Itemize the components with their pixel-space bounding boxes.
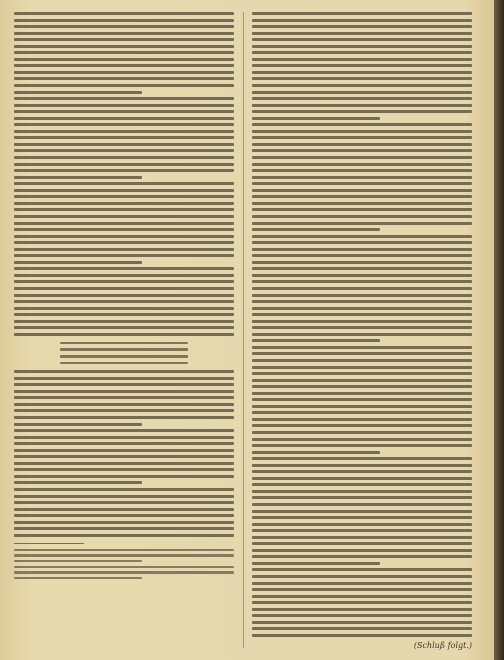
text-line-placeholder (14, 571, 234, 573)
text-line-placeholder (14, 514, 234, 517)
text-line-placeholder (252, 104, 472, 107)
text-line-placeholder (252, 91, 472, 94)
text-line-placeholder (14, 156, 234, 159)
text-line-placeholder (14, 91, 142, 94)
text-line-placeholder (14, 455, 234, 458)
text-line-placeholder (14, 123, 234, 126)
text-line-placeholder (14, 429, 234, 432)
text-line-placeholder (252, 457, 472, 460)
text-line-placeholder (252, 575, 472, 578)
text-line-placeholder (252, 601, 472, 604)
text-line-placeholder (14, 45, 234, 48)
text-line-placeholder (252, 248, 472, 251)
text-line-placeholder (252, 431, 472, 434)
text-line-placeholder (14, 215, 234, 218)
text-line-placeholder (14, 110, 234, 113)
text-line-placeholder (252, 424, 472, 427)
text-line-placeholder (252, 25, 472, 28)
text-line-placeholder (14, 228, 234, 231)
text-line-placeholder (252, 38, 472, 41)
text-line-placeholder (252, 523, 472, 526)
text-line-placeholder (252, 621, 472, 624)
text-line-placeholder (252, 215, 472, 218)
verse-quatrain (60, 342, 188, 364)
text-line-placeholder (252, 235, 472, 238)
page-edge-shadow (494, 0, 504, 660)
text-line-placeholder (252, 222, 472, 225)
text-line-placeholder (14, 370, 234, 373)
text-line-placeholder (252, 477, 472, 480)
text-line-placeholder (14, 25, 234, 28)
footnote-rule (14, 543, 84, 544)
text-line-placeholder (14, 12, 234, 15)
text-line-placeholder (14, 475, 234, 478)
text-line-placeholder (14, 77, 234, 80)
text-line-placeholder (14, 51, 234, 54)
text-line-placeholder (252, 110, 472, 113)
text-line-placeholder (14, 189, 234, 192)
text-line-placeholder (252, 64, 472, 67)
text-line-placeholder (252, 136, 472, 139)
text-line-placeholder (14, 241, 234, 244)
text-line-placeholder (252, 555, 472, 558)
text-line-placeholder (14, 560, 142, 562)
text-line-placeholder (14, 423, 142, 426)
text-line-placeholder (252, 379, 472, 382)
text-line-placeholder (14, 313, 234, 316)
text-line-placeholder (14, 326, 234, 329)
text-line-placeholder (252, 45, 472, 48)
text-line-placeholder (14, 143, 234, 146)
text-line-placeholder (252, 143, 472, 146)
text-line-placeholder (14, 208, 234, 211)
text-line-placeholder (14, 248, 234, 251)
text-line-placeholder (14, 280, 234, 283)
text-line-placeholder (252, 614, 472, 617)
text-line-placeholder (252, 156, 472, 159)
text-line-placeholder (14, 97, 234, 100)
text-line-placeholder (14, 416, 234, 419)
text-line-placeholder (252, 588, 472, 591)
text-line-placeholder (14, 104, 234, 107)
text-line-placeholder (252, 320, 472, 323)
text-line-placeholder (252, 490, 472, 493)
text-line-placeholder (252, 267, 472, 270)
text-line-placeholder (14, 195, 234, 198)
text-line-placeholder (252, 182, 472, 185)
text-line-placeholder (252, 418, 472, 421)
text-line-placeholder (14, 202, 234, 205)
text-line-placeholder (14, 19, 234, 22)
text-line-placeholder (14, 300, 234, 303)
text-line-placeholder (14, 149, 234, 152)
text-line-placeholder (252, 346, 472, 349)
text-line-placeholder (14, 383, 234, 386)
text-line-placeholder (14, 84, 234, 87)
text-line-placeholder (252, 58, 472, 61)
text-line-placeholder (14, 566, 234, 568)
text-line-placeholder (60, 348, 188, 351)
footnotes (14, 549, 234, 579)
text-line-placeholder (252, 634, 472, 637)
text-line-placeholder (252, 84, 472, 87)
text-line-placeholder (14, 64, 234, 67)
text-line-placeholder (14, 71, 234, 74)
text-line-placeholder (252, 608, 472, 611)
text-line-placeholder (252, 241, 472, 244)
text-line-placeholder (14, 235, 234, 238)
text-line-placeholder (252, 568, 472, 571)
text-line-placeholder (252, 392, 472, 395)
text-line-placeholder (252, 470, 472, 473)
text-line-placeholder (14, 577, 142, 579)
text-line-placeholder (252, 208, 472, 211)
text-line-placeholder (252, 326, 472, 329)
text-line-placeholder (252, 483, 472, 486)
text-line-placeholder (14, 390, 234, 393)
text-line-placeholder (252, 352, 472, 355)
text-line-placeholder (14, 117, 234, 120)
text-line-placeholder (252, 405, 472, 408)
left-column-text-lines (14, 12, 234, 336)
text-line-placeholder (14, 396, 234, 399)
text-line-placeholder (252, 503, 472, 506)
text-line-placeholder (14, 481, 142, 484)
text-line-placeholder (252, 398, 472, 401)
text-line-placeholder (252, 19, 472, 22)
text-line-placeholder (14, 549, 234, 551)
text-line-placeholder (252, 12, 472, 15)
text-line-placeholder (14, 501, 234, 504)
text-line-placeholder (252, 595, 472, 598)
text-line-placeholder (14, 333, 234, 336)
text-line-placeholder (252, 510, 472, 513)
text-line-placeholder (252, 496, 472, 499)
text-line-placeholder (252, 163, 472, 166)
text-line-placeholder (252, 438, 472, 441)
text-line-placeholder (252, 202, 472, 205)
text-line-placeholder (14, 136, 234, 139)
text-line-placeholder (252, 195, 472, 198)
text-line-placeholder (14, 495, 234, 498)
text-line-placeholder (252, 280, 472, 283)
text-line-placeholder (14, 409, 234, 412)
text-line-placeholder (14, 403, 234, 406)
text-line-placeholder (14, 521, 234, 524)
text-line-placeholder (252, 444, 472, 447)
text-line-placeholder (14, 377, 234, 380)
text-line-placeholder (252, 536, 472, 539)
text-line-placeholder (252, 117, 380, 120)
text-line-placeholder (14, 163, 234, 166)
text-line-placeholder (14, 320, 234, 323)
text-line-placeholder (14, 554, 234, 556)
text-line-placeholder (14, 527, 234, 530)
text-line-placeholder (252, 123, 472, 126)
text-line-placeholder (252, 189, 472, 192)
text-line-placeholder (14, 307, 234, 310)
text-line-placeholder (14, 58, 234, 61)
text-line-placeholder (252, 411, 472, 414)
text-line-placeholder (60, 362, 188, 365)
text-line-placeholder (14, 32, 234, 35)
right-column (252, 12, 472, 650)
text-line-placeholder (252, 294, 472, 297)
left-column (14, 12, 234, 582)
text-line-placeholder (252, 627, 472, 630)
continuation-note: (Schluß folgt.) (413, 640, 472, 650)
text-line-placeholder (14, 182, 234, 185)
text-line-placeholder (252, 372, 472, 375)
text-line-placeholder (252, 300, 472, 303)
text-line-placeholder (14, 176, 142, 179)
text-line-placeholder (14, 130, 234, 133)
text-line-placeholder (14, 442, 234, 445)
text-line-placeholder (252, 339, 380, 342)
text-line-placeholder (252, 333, 472, 336)
text-line-placeholder (60, 342, 188, 345)
text-line-placeholder (14, 468, 234, 471)
column-divider (243, 12, 244, 648)
text-line-placeholder (252, 359, 472, 362)
text-line-placeholder (14, 294, 234, 297)
left-column-text-lines-continued (14, 370, 234, 537)
text-line-placeholder (14, 274, 234, 277)
text-line-placeholder (252, 562, 380, 565)
text-line-placeholder (14, 488, 234, 491)
text-line-placeholder (252, 51, 472, 54)
text-line-placeholder (252, 149, 472, 152)
text-line-placeholder (14, 222, 234, 225)
text-line-placeholder (252, 274, 472, 277)
text-line-placeholder (60, 355, 188, 358)
text-line-placeholder (14, 254, 234, 257)
text-line-placeholder (252, 385, 472, 388)
text-line-placeholder (252, 254, 472, 257)
right-column-text-lines (252, 12, 472, 637)
text-line-placeholder (14, 508, 234, 511)
text-line-placeholder (252, 529, 472, 532)
text-line-placeholder (252, 228, 380, 231)
text-line-placeholder (14, 287, 234, 290)
text-line-placeholder (14, 436, 234, 439)
text-line-placeholder (252, 261, 472, 264)
text-line-placeholder (252, 130, 472, 133)
text-line-placeholder (252, 97, 472, 100)
text-line-placeholder (252, 366, 472, 369)
text-line-placeholder (14, 449, 234, 452)
text-line-placeholder (252, 307, 472, 310)
text-line-placeholder (252, 77, 472, 80)
text-line-placeholder (14, 534, 234, 537)
text-line-placeholder (14, 261, 142, 264)
text-line-placeholder (14, 38, 234, 41)
text-line-placeholder (252, 287, 472, 290)
text-line-placeholder (252, 32, 472, 35)
text-line-placeholder (14, 462, 234, 465)
text-line-placeholder (252, 313, 472, 316)
text-line-placeholder (14, 267, 234, 270)
text-line-placeholder (252, 71, 472, 74)
text-line-placeholder (252, 542, 472, 545)
text-line-placeholder (252, 451, 380, 454)
text-line-placeholder (252, 169, 472, 172)
text-line-placeholder (252, 464, 472, 467)
text-line-placeholder (252, 176, 472, 179)
text-line-placeholder (14, 169, 234, 172)
text-line-placeholder (252, 582, 472, 585)
text-line-placeholder (252, 516, 472, 519)
text-line-placeholder (252, 549, 472, 552)
